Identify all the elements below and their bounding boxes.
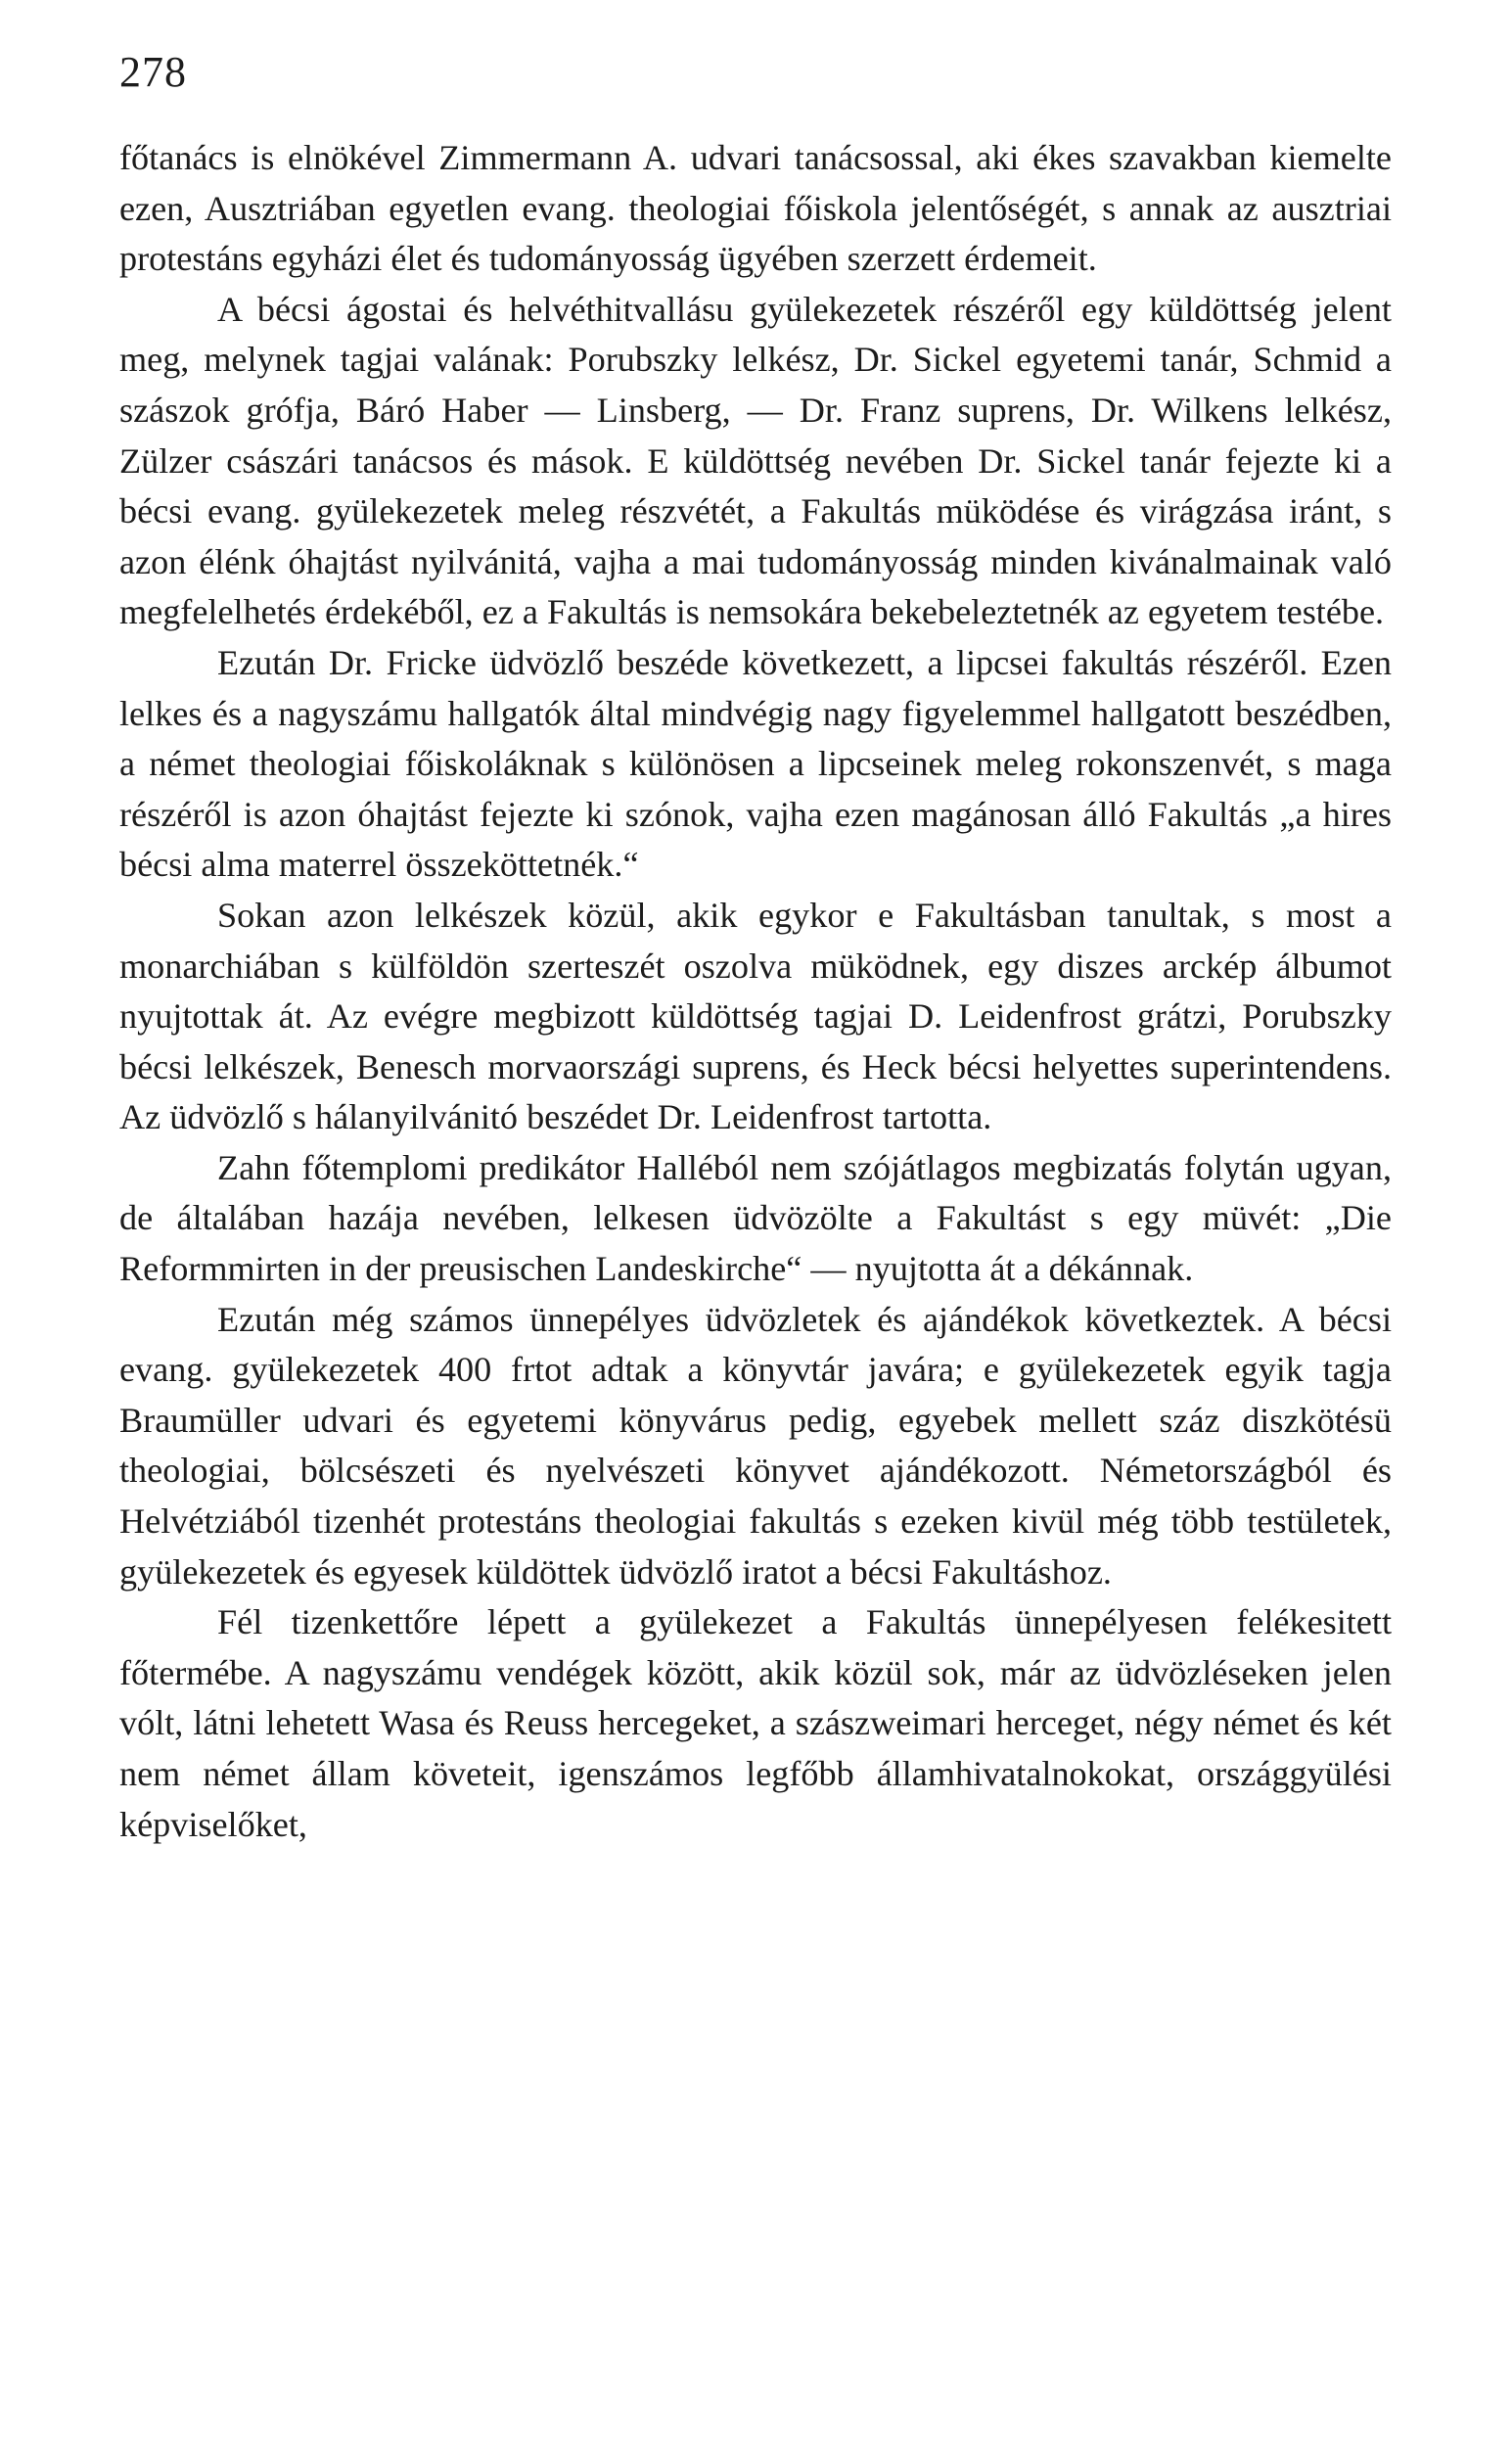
paragraph: Zahn főtemplomi predikátor Halléból nem szójátlagos megbizatás folytán ugyan, de általában hazája nevében, lelkesen üdvözölte a Fakultást s egy müvét: „Die Reformmirten in der preusischen Landeskirche“ — nyujtotta át a dékánnak. xyxy=(119,1147,1392,1289)
page-number: 278 xyxy=(119,48,187,96)
body-text xyxy=(119,133,1392,1850)
paragraph: Sokan azon lelkészek közül, akik egykor e Fakultásban tanultak, s most a monarchiában s külföldön szerteszét oszolva müködnek, egy diszes arckép álbumot nyujtottak át. Az evégre megbizott küldöttség tagjai D. Leidenfrost grátzi, Porubszky bécsi lelkészek, Benesch morvaországi suprens, és Heck bécsi helyettes superintendens. Az üdvözlő s hálanyilvánitó beszédet Dr. Leidenfrost tartotta. xyxy=(119,895,1392,1137)
paragraph: Fél tizenkettőre lépett a gyülekezet a Fakultás ünnepélyesen felékesitett főtermébe. A nagyszámu vendégek között, akik közül sok, már az üdvözléseken jelen vólt, látni lehetett Wasa és Reuss hercegeket, a szászweimari herceget, négy német és két nem német állam követeit, igenszámos legfőbb államhivatalnokokat, országgyülési képviselőket, xyxy=(119,1602,1392,1844)
paragraph: Ezután még számos ünnepélyes üdvözletek és ajándékok következtek. A bécsi evang. gyülekezetek 400 frtot adtak a könyvtár javára; e gyülekezetek egyik tagja Braumüller udvari és egyetemi könyvárus pedig, egyebek mellett száz diszkötésü theologiai, bölcsészeti és nyelvészeti könyvet ajándékozott. Németországból és Helvétziából tizenhét protestáns theologiai fakultás s ezeken kivül még több testületek, gyülekezetek és egyesek küldöttek üdvözlő iratot a bécsi Fakultáshoz. xyxy=(119,1299,1392,1592)
paragraph: A bécsi ágostai és helvéthitvallásu gyülekezetek részéről egy küldöttség jelent meg, melynek tagjai valának: Porubszky lelkész, Dr. Sickel egyetemi tanár, Schmid a szászok grófja, Báró Haber — Linsberg, — Dr. Franz suprens, Dr. Wilkens lelkész, Zülzer császári tanácsos és mások. E küldöttség nevében Dr. Sickel tanár fejezte ki a bécsi evang. gyülekezetek meleg részvétét, a Fakultás müködése és virágzása iránt, s azon élénk óhajtást nyilvánitá, vajha a mai tudományosság minden kivánalmainak való megfelelhetés érdekéből, ez a Fakultás is nemsokára bekebeleztetnék az egyetem testébe. xyxy=(119,289,1392,632)
paragraph: főtanács is elnökével Zimmermann A. udvari tanácsossal, aki ékes szavakban kiemelte ezen, Ausztriában egyetlen evang. theologiai főiskola jelentőségét, s annak az ausztriai protestáns egyházi élet és tudományosság ügyében szerzett érdemeit. xyxy=(119,138,1392,279)
paragraph: Ezután Dr. Fricke üdvözlő beszéde következett, a lipcsei fakultás részéről. Ezen lelkes és a nagyszámu hallgatók által mindvégig nagy figyelemmel hallgatott beszédben, a német theologiai főiskoláknak s különösen a lipcseinek meleg rokonszenvét, s maga részéről is azon óhajtást fejezte ki szónok, vajha ezen magánosan álló Fakultás „a hires bécsi alma materrel összeköttetnék.“ xyxy=(119,642,1392,885)
